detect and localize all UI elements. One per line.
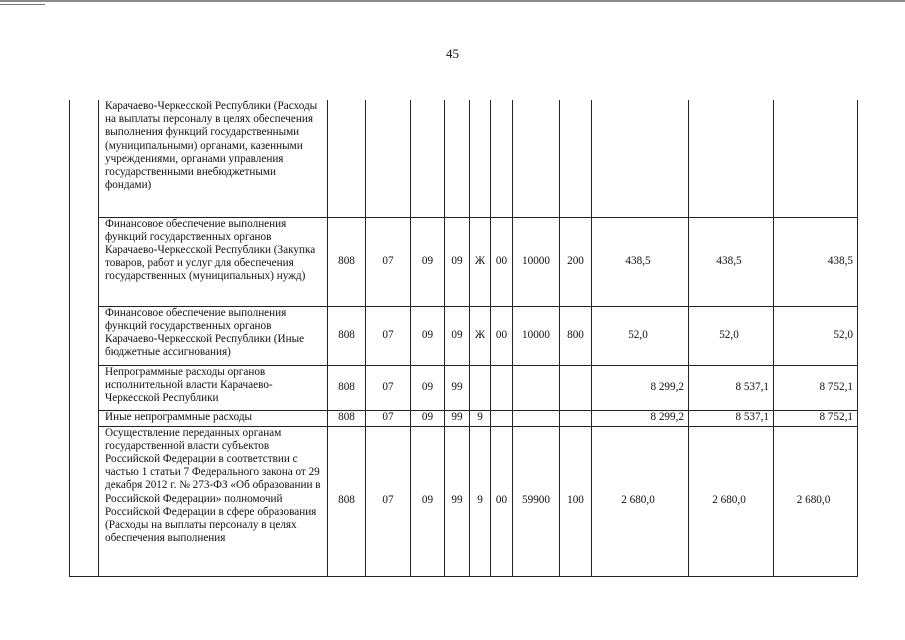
cell-expense-type: 800 [560, 306, 592, 365]
cell-expense-type [560, 410, 592, 426]
cell-subprogram: Ж [470, 217, 491, 306]
cell-section: 07 [366, 426, 411, 576]
row-name: Непрограммные расходы органов исполнительной власти Карачаево-Черкесской Республики [99, 365, 328, 410]
row-name: Финансовое обеспечение выполнения функций государственных органов Карачаево-Черкесской Республики (Закупка товаров, работ и услуг для обеспечения государственных (муниципальных) нужд) [99, 217, 328, 306]
cell-section: 07 [366, 306, 411, 365]
blank-cell [70, 410, 99, 426]
cell-subprogram [470, 365, 491, 410]
cell-subprogram [470, 100, 491, 217]
cell-program: 09 [445, 217, 470, 306]
cell-amount-2: 52,0 [689, 306, 774, 365]
cell-subsection [411, 100, 445, 217]
cell-amount-1: 438,5 [592, 217, 689, 306]
cell-program: 99 [445, 426, 470, 576]
cell-program: 99 [445, 365, 470, 410]
table-row [70, 217, 858, 306]
table-row [70, 410, 858, 426]
cell-direction [513, 100, 560, 217]
page-number: 45 [446, 46, 459, 61]
table-row [70, 365, 858, 410]
cell-subsection: 09 [411, 365, 445, 410]
blank-cell [70, 306, 99, 365]
cell-expense-type [560, 100, 592, 217]
cell-ministry-code: 808 [328, 410, 366, 426]
cell-amount-2: 8 537,1 [689, 410, 774, 426]
blank-cell [70, 217, 99, 306]
row-name: Иные непрограммные расходы [99, 410, 328, 426]
row-name: Финансовое обеспечение выполнения функций государственных органов Карачаево-Черкесской Республики (Иные бюджетные ассигнования) [99, 306, 328, 365]
cell-amount-2: 438,5 [689, 217, 774, 306]
blank-cell [70, 426, 99, 576]
scan-top-border [0, 0, 905, 2]
cell-direction [513, 410, 560, 426]
table-row [70, 306, 858, 365]
cell-subprogram: Ж [470, 306, 491, 365]
cell-amount-3: 52,0 [774, 306, 858, 365]
cell-program: 09 [445, 306, 470, 365]
cell-subsection: 09 [411, 426, 445, 576]
cell-program: 99 [445, 410, 470, 426]
cell-ministry-code: 808 [328, 426, 366, 576]
cell-amount-2: 2 680,0 [689, 426, 774, 576]
cell-amount-1: 8 299,2 [592, 365, 689, 410]
cell-event [491, 410, 513, 426]
cell-event: 00 [491, 426, 513, 576]
row-name: Осуществление переданных органам государственной власти субъектов Российской Федерации в соответствии с частью 1 статьи 7 Федерального закона от 29 декабря 2012 г. № 273-ФЗ «Об образовании в Российской Федерации» полномочий Российской Федерации в сфере образования (Расходы на выплаты персоналу в целях обеспечения выполнения [99, 426, 328, 576]
cell-subprogram: 9 [470, 410, 491, 426]
cell-event [491, 100, 513, 217]
cell-direction: 59900 [513, 426, 560, 576]
cell-section: 07 [366, 217, 411, 306]
cell-expense-type: 100 [560, 426, 592, 576]
cell-amount-1: 8 299,2 [592, 410, 689, 426]
cell-ministry-code [328, 100, 366, 217]
cell-section: 07 [366, 365, 411, 410]
cell-subsection: 09 [411, 410, 445, 426]
cell-event: 00 [491, 217, 513, 306]
cell-subprogram: 9 [470, 426, 491, 576]
cell-direction: 10000 [513, 217, 560, 306]
cell-amount-2: 8 537,1 [689, 365, 774, 410]
cell-event [491, 365, 513, 410]
scan-top-mark [0, 4, 45, 5]
cell-amount-3: 8 752,1 [774, 365, 858, 410]
cell-event: 00 [491, 306, 513, 365]
cell-expense-type [560, 365, 592, 410]
table-row [70, 100, 858, 217]
cell-section [366, 100, 411, 217]
cell-amount-3: 438,5 [774, 217, 858, 306]
cell-amount-3: 8 752,1 [774, 410, 858, 426]
cell-amount-1 [592, 100, 689, 217]
cell-amount-1: 2 680,0 [592, 426, 689, 576]
cell-amount-1: 52,0 [592, 306, 689, 365]
blank-cell [70, 100, 99, 217]
cell-subsection: 09 [411, 217, 445, 306]
cell-amount-3: 2 680,0 [774, 426, 858, 576]
cell-expense-type: 200 [560, 217, 592, 306]
cell-amount-3 [774, 100, 858, 217]
blank-cell [70, 365, 99, 410]
cell-ministry-code: 808 [328, 306, 366, 365]
budget-table [69, 100, 858, 577]
cell-ministry-code: 808 [328, 217, 366, 306]
table-row [70, 426, 858, 576]
cell-ministry-code: 808 [328, 365, 366, 410]
cell-section: 07 [366, 410, 411, 426]
row-name: Карачаево-Черкесской Республики (Расходы на выплаты персоналу в целях обеспечения выполнения функций государственными (муниципальными) органами, казенными учреждениями, органами управления государственными внебюджетными фондами) [99, 100, 328, 217]
cell-program [445, 100, 470, 217]
cell-amount-2 [689, 100, 774, 217]
cell-direction [513, 365, 560, 410]
cell-direction: 10000 [513, 306, 560, 365]
cell-subsection: 09 [411, 306, 445, 365]
